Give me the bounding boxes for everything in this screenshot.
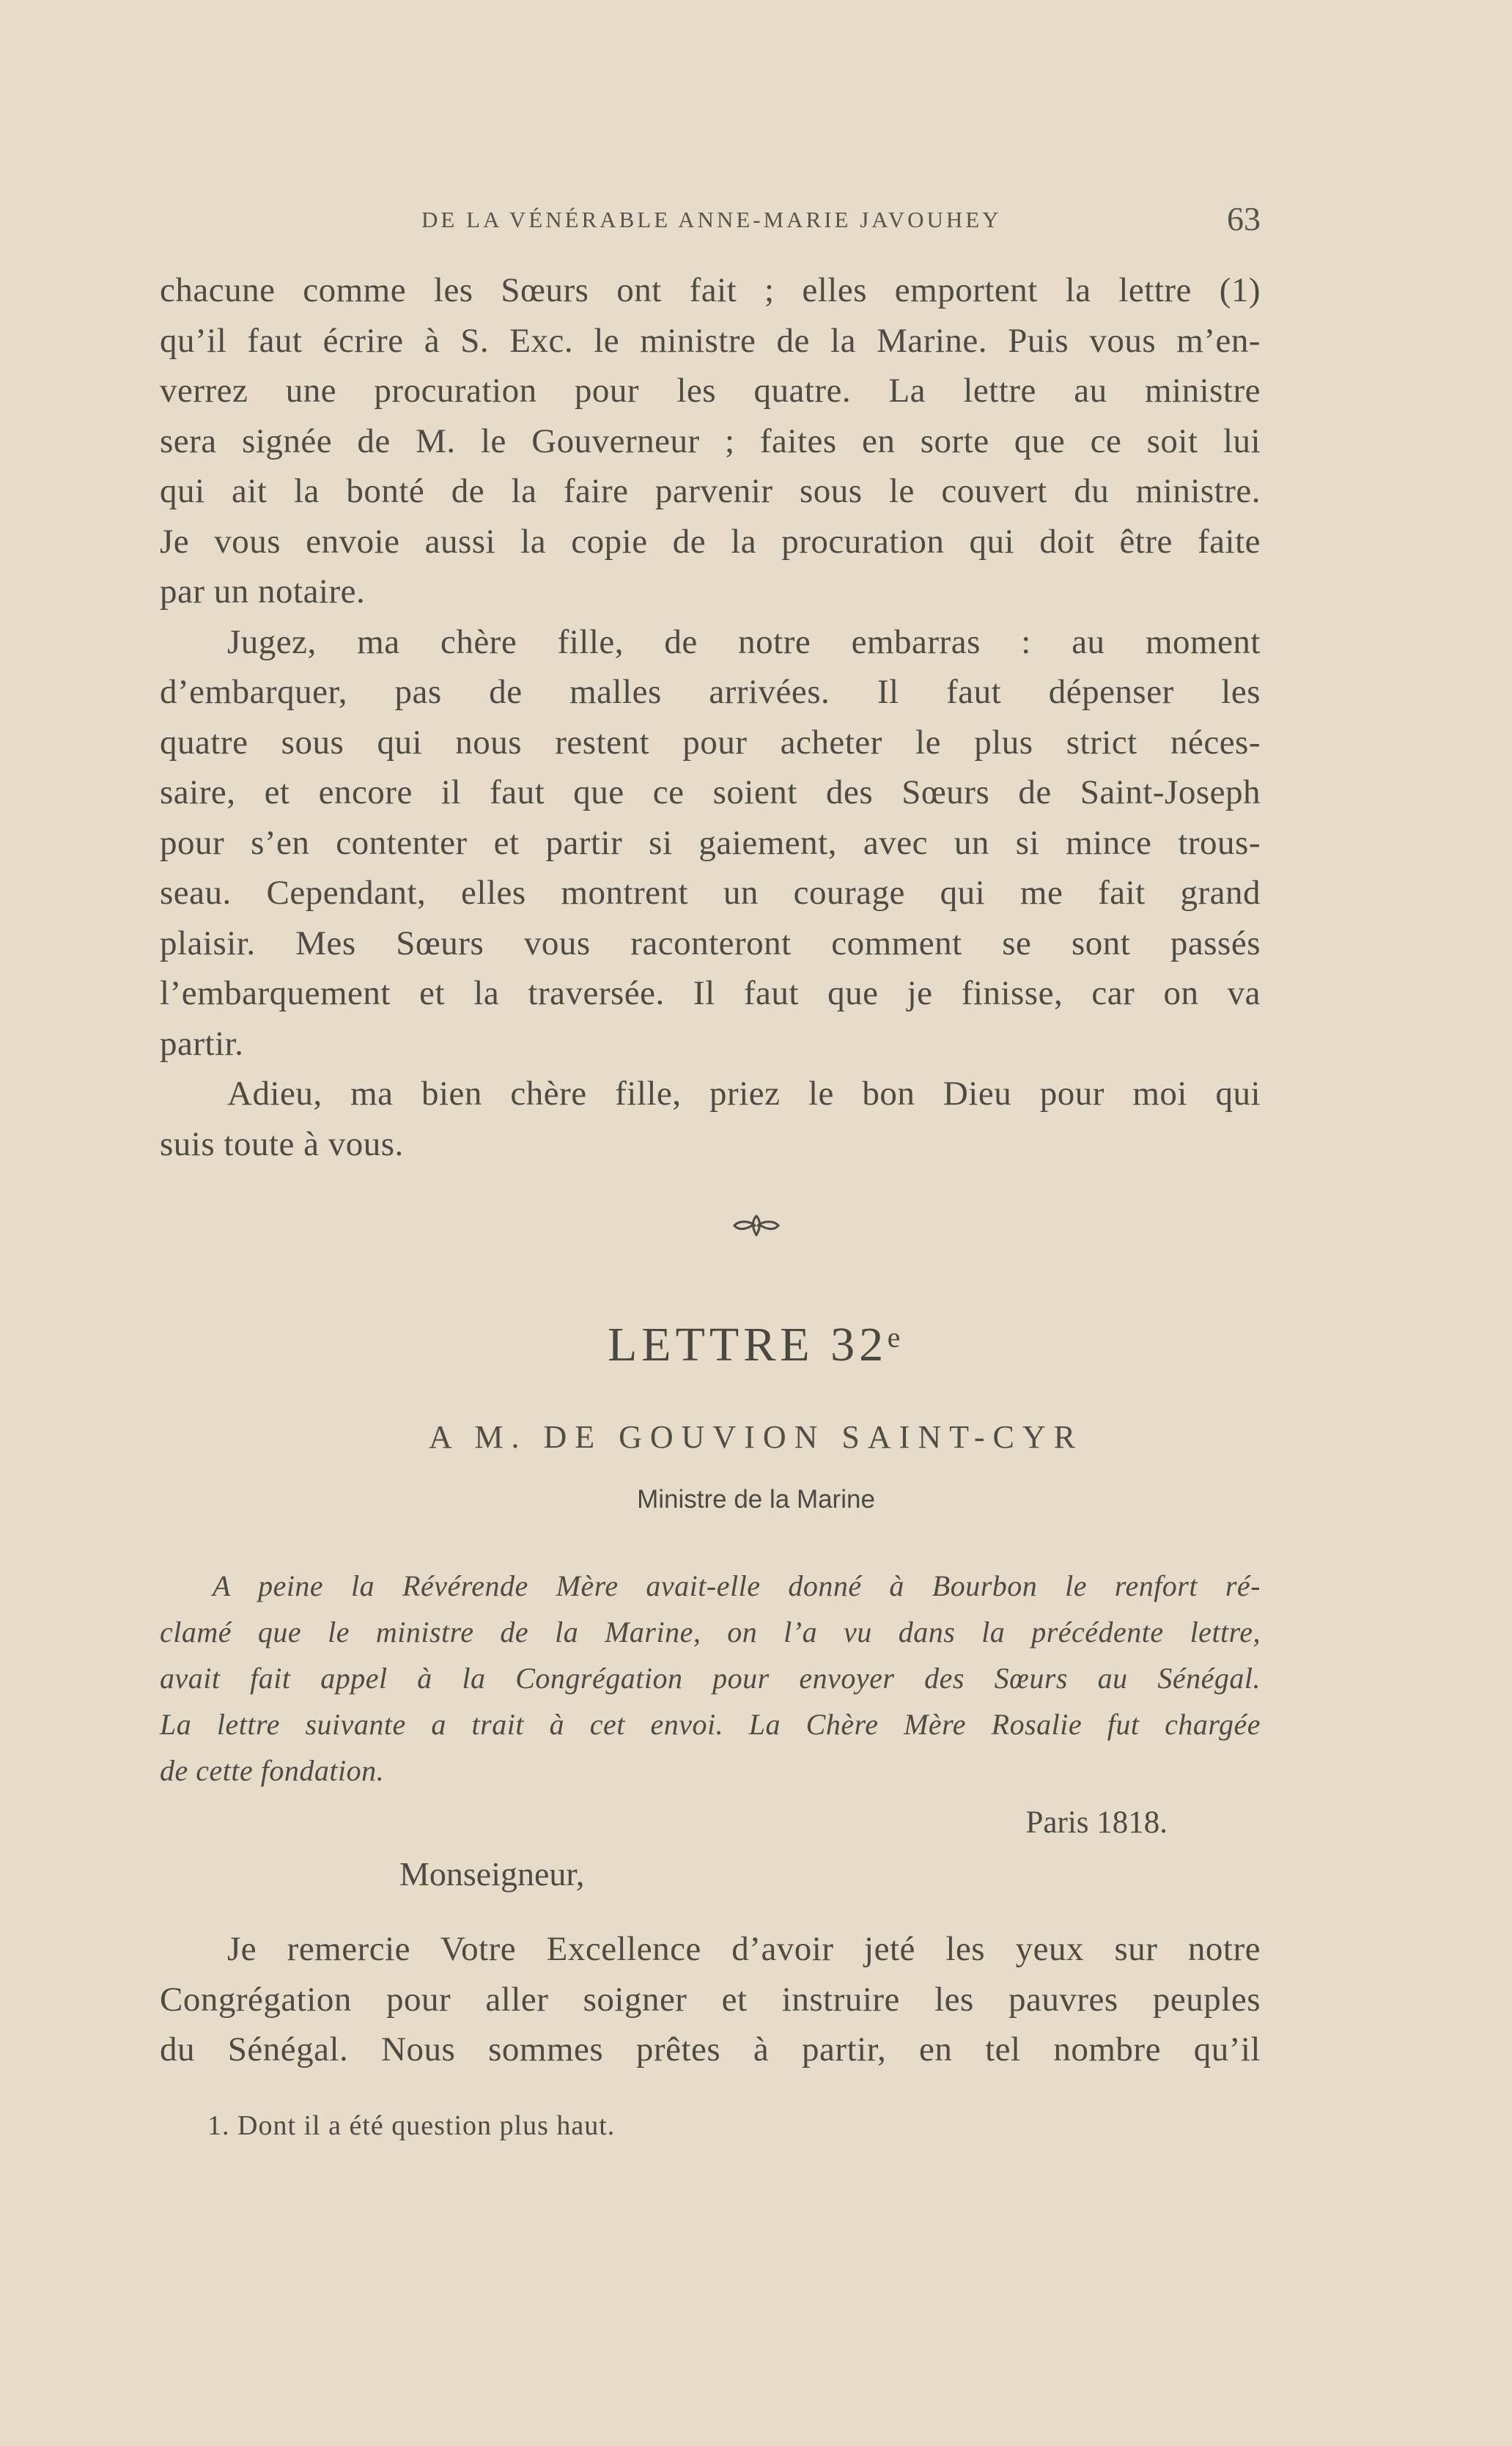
body-text — [160, 265, 1261, 1169]
intro-line: avait fait appel à la Congrégation pour envoyer des Sœurs au Sénégal. — [160, 1662, 1261, 1695]
text-line: quatre sous qui nous restent pour acheter le plus strict néces- — [160, 723, 1261, 762]
text-line: partir. — [160, 1024, 244, 1063]
text-line: par un notaire. — [160, 572, 366, 611]
text-line: qu’il faut écrire à S. Exc. le ministre de la Marine. Puis vous m’en- — [160, 321, 1261, 360]
text-line: verrez une procuration pour les quatre. La lettre au ministre — [160, 372, 1261, 410]
letter-body — [160, 1924, 1261, 2075]
text-line: Je remercie Votre Excellence d’avoir jeté les yeux sur notre — [227, 1930, 1261, 1968]
text-line: qui ait la bonté de la faire parvenir sous le couvert du ministre. — [160, 472, 1261, 510]
text-line: plaisir. Mes Sœurs vous raconteront comment se sont passés — [160, 924, 1261, 962]
place-date: Paris 1818. — [1025, 1805, 1168, 1840]
text-line: d’embarquer, pas de malles arrivées. Il faut dépenser les — [160, 673, 1261, 711]
text-line: pour s’en contenter et partir si gaiement, avec un si mince trous- — [160, 823, 1261, 862]
text-line: Je vous envoie aussi la copie de la procuration qui doit être faite — [160, 522, 1261, 561]
text-line: chacune comme les Sœurs ont fait ; elles emportent la lettre (1) — [160, 271, 1261, 309]
text-line: suis toute à vous. — [160, 1124, 404, 1163]
text-line: du Sénégal. Nous sommes prêtes à partir, en tel nombre qu’il — [160, 2030, 1261, 2069]
intro-line: A peine la Révérende Mère avait-elle donné à Bourbon le renfort ré- — [213, 1569, 1261, 1602]
intro-line: de cette fondation. — [160, 1754, 385, 1787]
recipient-subtitle: Ministre de la Marine — [637, 1485, 875, 1514]
running-title: DE LA VÉNÉRABLE ANNE-MARIE JAVOUHEY — [421, 207, 1002, 232]
text-line: sera signée de M. le Gouverneur ; faites en sorte que ce soit lui — [160, 421, 1261, 460]
running-head — [161, 199, 1261, 236]
text-line: seau. Cependant, elles montrent un courage qui me fait grand — [160, 874, 1261, 912]
text-line: Congrégation pour aller soigner et instruire les pauvres peuples — [160, 1980, 1261, 2019]
intro-note — [160, 1563, 1261, 1794]
intro-line: clamé que le ministre de la Marine, on l’a vu dans la précédente lettre, — [160, 1616, 1261, 1649]
text-line: l’embarquement et la traversée. Il faut que je finisse, car on va — [160, 974, 1261, 1012]
text-line: Jugez, ma chère fille, de notre embarras : au moment — [227, 622, 1261, 661]
recipient-heading: A M. DE GOUVION SAINT-CYR — [428, 1419, 1084, 1455]
text-line: saire, et encore il faut que ce soient des Sœurs de Saint-Joseph — [160, 773, 1261, 811]
page-number: 63 — [1227, 200, 1261, 237]
text-line: Adieu, ma bien chère fille, priez le bon Dieu pour moi qui — [227, 1075, 1261, 1113]
letter-title: LETTRE 32ᵉ — [607, 1318, 905, 1371]
salutation: Monseigneur, — [399, 1855, 585, 1893]
fleuron-ornament-icon — [0, 1213, 1512, 1242]
footnote: 1. Dont il a été question plus haut. — [207, 2110, 616, 2141]
intro-line: La lettre suivante a trait à cet envoi. La Chère Mère Rosalie fut chargée — [160, 1708, 1261, 1741]
